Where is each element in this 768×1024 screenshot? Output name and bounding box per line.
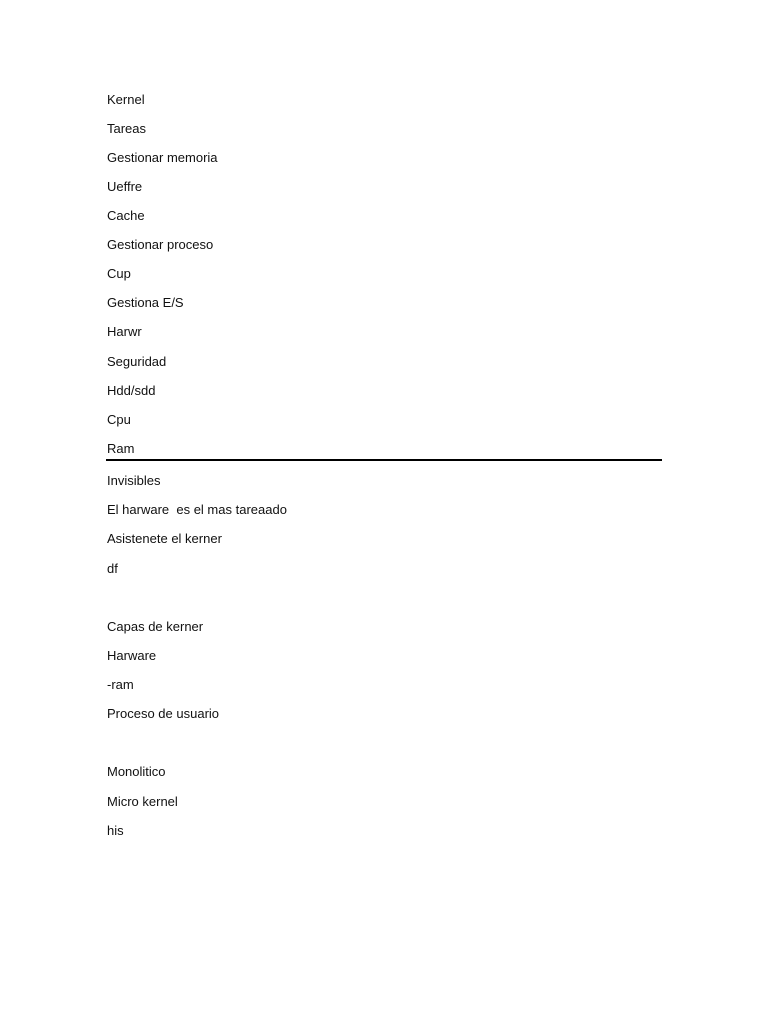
text-line: Gestionar memoria (107, 150, 218, 165)
text-line: Capas de kerner (107, 619, 204, 634)
text-line: -ram (107, 677, 134, 692)
text-line: Asistenete el kerner (107, 531, 222, 546)
text-line: Kernel (107, 92, 145, 107)
text-line: Harwr (107, 324, 142, 339)
text-line: Proceso de usuario (107, 706, 220, 721)
text-line: his (107, 823, 124, 838)
text-line: Monolitico (107, 764, 166, 779)
text-line: Gestiona E/S (107, 295, 184, 310)
text-line: Micro kernel (107, 794, 178, 809)
text-line: Cpu (107, 412, 131, 427)
text-line: El harware es el mas tareaado (107, 502, 287, 517)
text-line: Ueffre (107, 179, 143, 194)
text-line: Tareas (107, 121, 147, 136)
text-line: Ram (107, 441, 135, 456)
text-line: Cup (107, 266, 131, 281)
text-line: df (107, 561, 118, 576)
text-line: Gestionar proceso (107, 237, 214, 252)
horizontal-rule (106, 459, 662, 461)
text-line: Cache (107, 208, 145, 223)
text-line: Seguridad (107, 354, 167, 369)
text-line: Hdd/sdd (107, 383, 156, 398)
text-line: Invisibles (107, 473, 161, 488)
text-line: Harware (107, 648, 157, 663)
